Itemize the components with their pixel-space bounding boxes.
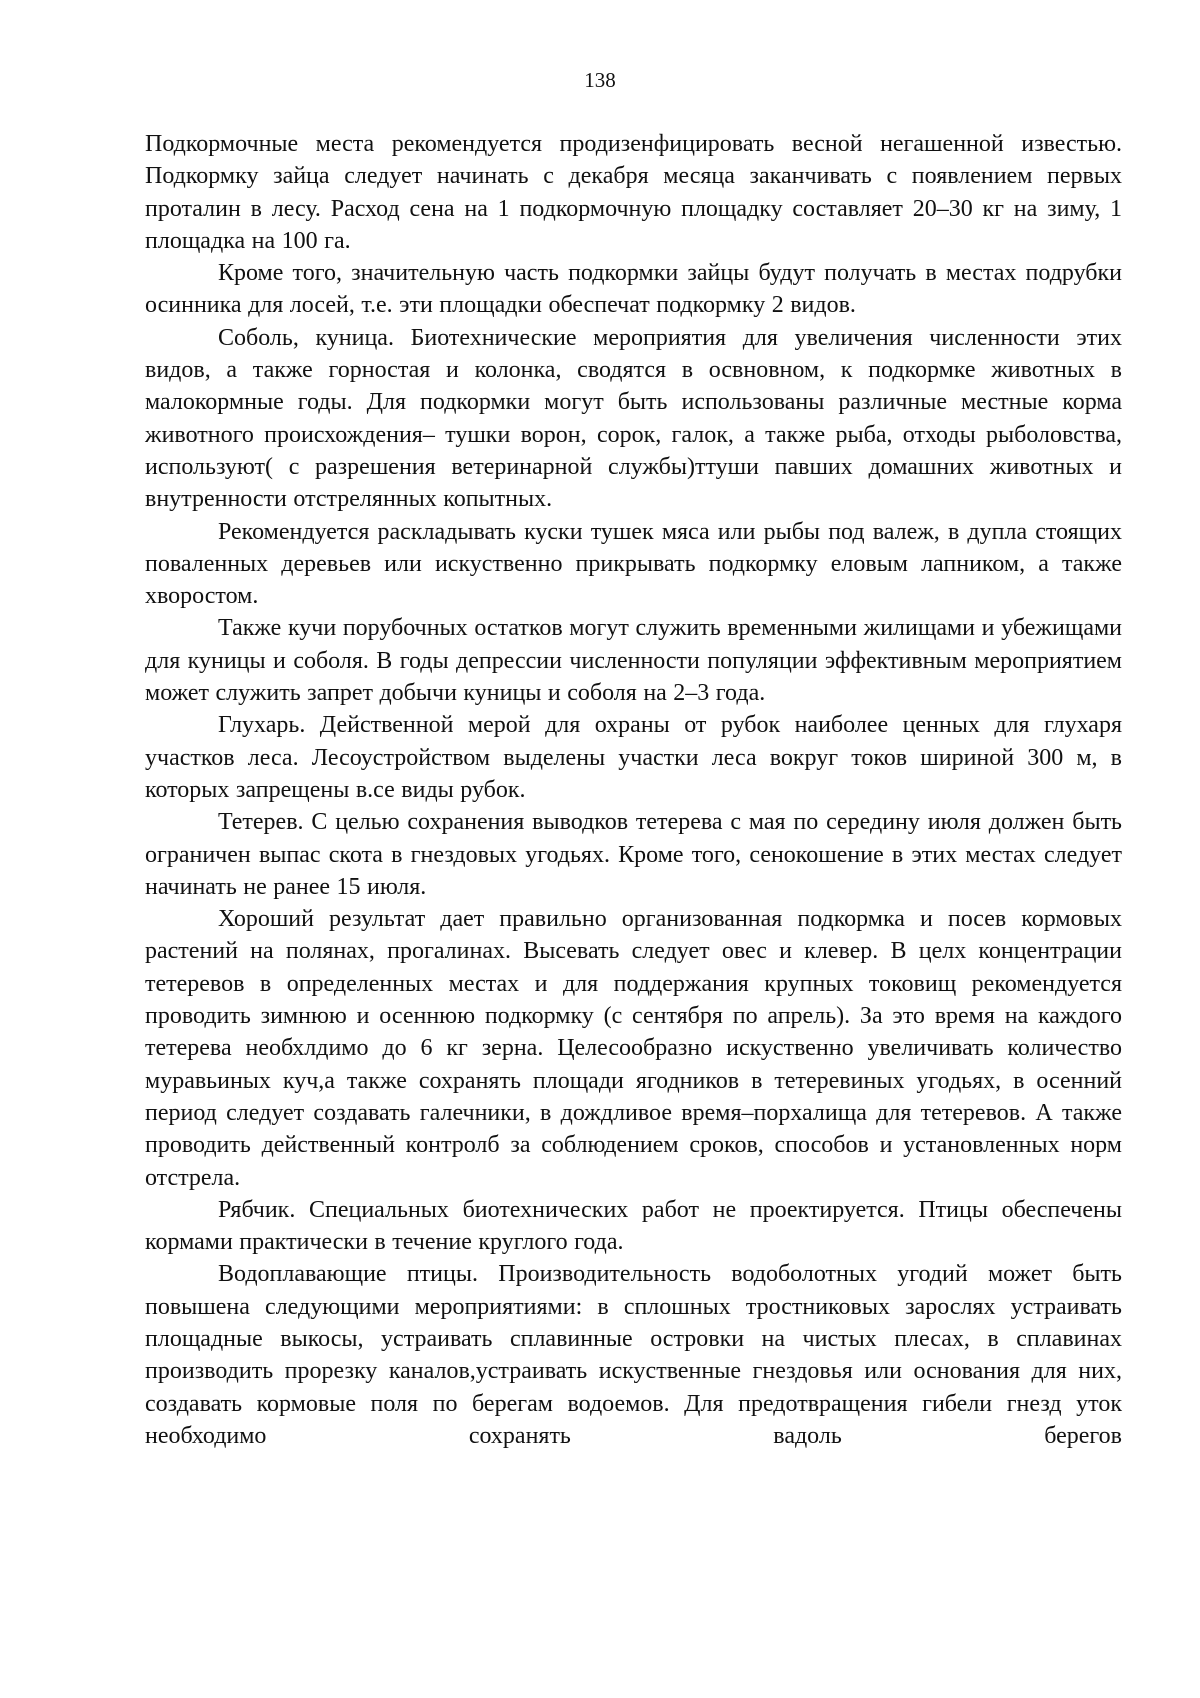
page-number: 138: [584, 68, 616, 92]
paragraph-hare-feeding: Подкормочные места рекомендуется продизенфицировать весной негашенной известью. Подкормку зайца следует начинать с декабря месяца заканчивать с появлением первых проталин в лесу. Расход сена на 1 подкормочную площадку составляет 20–30 кг на зиму, 1 площадка на 100 га.: [145, 131, 1122, 254]
paragraph-brush-piles: Также кучи порубочных остатков могут служить временными жилищами и убежищами для куницы и соболя. В годы депрессии численности популяции эффективным мероприятием может служить запрет добычи куницы и соболя на 2–3 года.: [145, 615, 1122, 707]
paragraph-capercaillie: Глухарь. Действенной мерой для охраны от рубок наиболее ценных для глухаря участков леса. Лесоустройством выделены участки леса вокруг токов шириной 300 м, в которых запрещены в.се виды рубок.: [145, 712, 1122, 803]
paragraph-grouse-feeding: Хороший результат дает правильно организованная подкормка и посев кормовых растений на полянах, прогалинах. Высевать следует овес и клевер. В целх концентрации тетеревов в определенных местах и для поддержания крупных токовищ рекомендуется проводить зимнюю и осеннюю подкормку (с сентября по апрель). За это время на каждого тетерева необхлдимо до 6 кг зерна. Целесообразно искуственно увеличивать количество муравьиных куч,а также сохранять площади ягодников в тетеревиных угодьях, в осенний период следует создавать галечники, в дождливое время–порхалища для тетеревов. А также проводить действенный контролб за соблюдением сроков, способов и установленных норм отстрела.: [145, 906, 1122, 1191]
paragraph-hazel-grouse: Рябчик. Специальных биотехнических работ не проектируется. Птицы обеспечены кормами практически в течение круглого года.: [145, 1196, 1122, 1256]
paragraph-carcass-placement: Рекомендуется раскладывать куски тушек мяса или рыбы под валеж, в дупла стоящих поваленных деревьев или искуственно прикрывать подкормку еловым лапником, а также хворостом.: [145, 518, 1122, 610]
paragraph-waterfowl: Водоплавающие птицы. Производительность водоболотных угодий может быть повышена следующими мероприятиями: в сплошных тростниковых зарослях устраивать площадные выкосы, устраивать сплавинные островки на чистых плесах, в сплавинах производить прорезку каналов,устраивать искуственные гнездовья или основания для них, создавать кормовые поля по берегам водоемов. Для предотвращения гибели гнезд уток необходимо сохранять вадоль берегов: [145, 1261, 1122, 1449]
paragraph-sable-marten: Соболь, куница. Биотехнические мероприятия для увеличения численности этих видов, а также горностая и колонка, сводятся в освновном, к подкормке животных в малокормные годы. Для подкормки могут быть использованы различные местные корма животного происхождения– тушки ворон, сорок, галок, а также рыба, отходы рыболовства, используют( с разрешения ветеринарной службы)ттуши павших домашних животных и внутренности отстрелянных копытных.: [145, 324, 1122, 513]
body-text: [145, 128, 1122, 1452]
paragraph-hare-aspen: Кроме того, значительную часть подкормки зайцы будут получать в местах подрубки осинника для лосей, т.е. эти площадки обеспечат подкормку 2 видов.: [145, 260, 1122, 319]
paragraph-black-grouse: Тетерев. С целью сохранения выводков тетерева с мая по середину июля должен быть ограничен выпас скота в гнездовых угодьях. Кроме того, сенокошение в этих местах следует начинать не ранее 15 июля.: [145, 809, 1122, 900]
